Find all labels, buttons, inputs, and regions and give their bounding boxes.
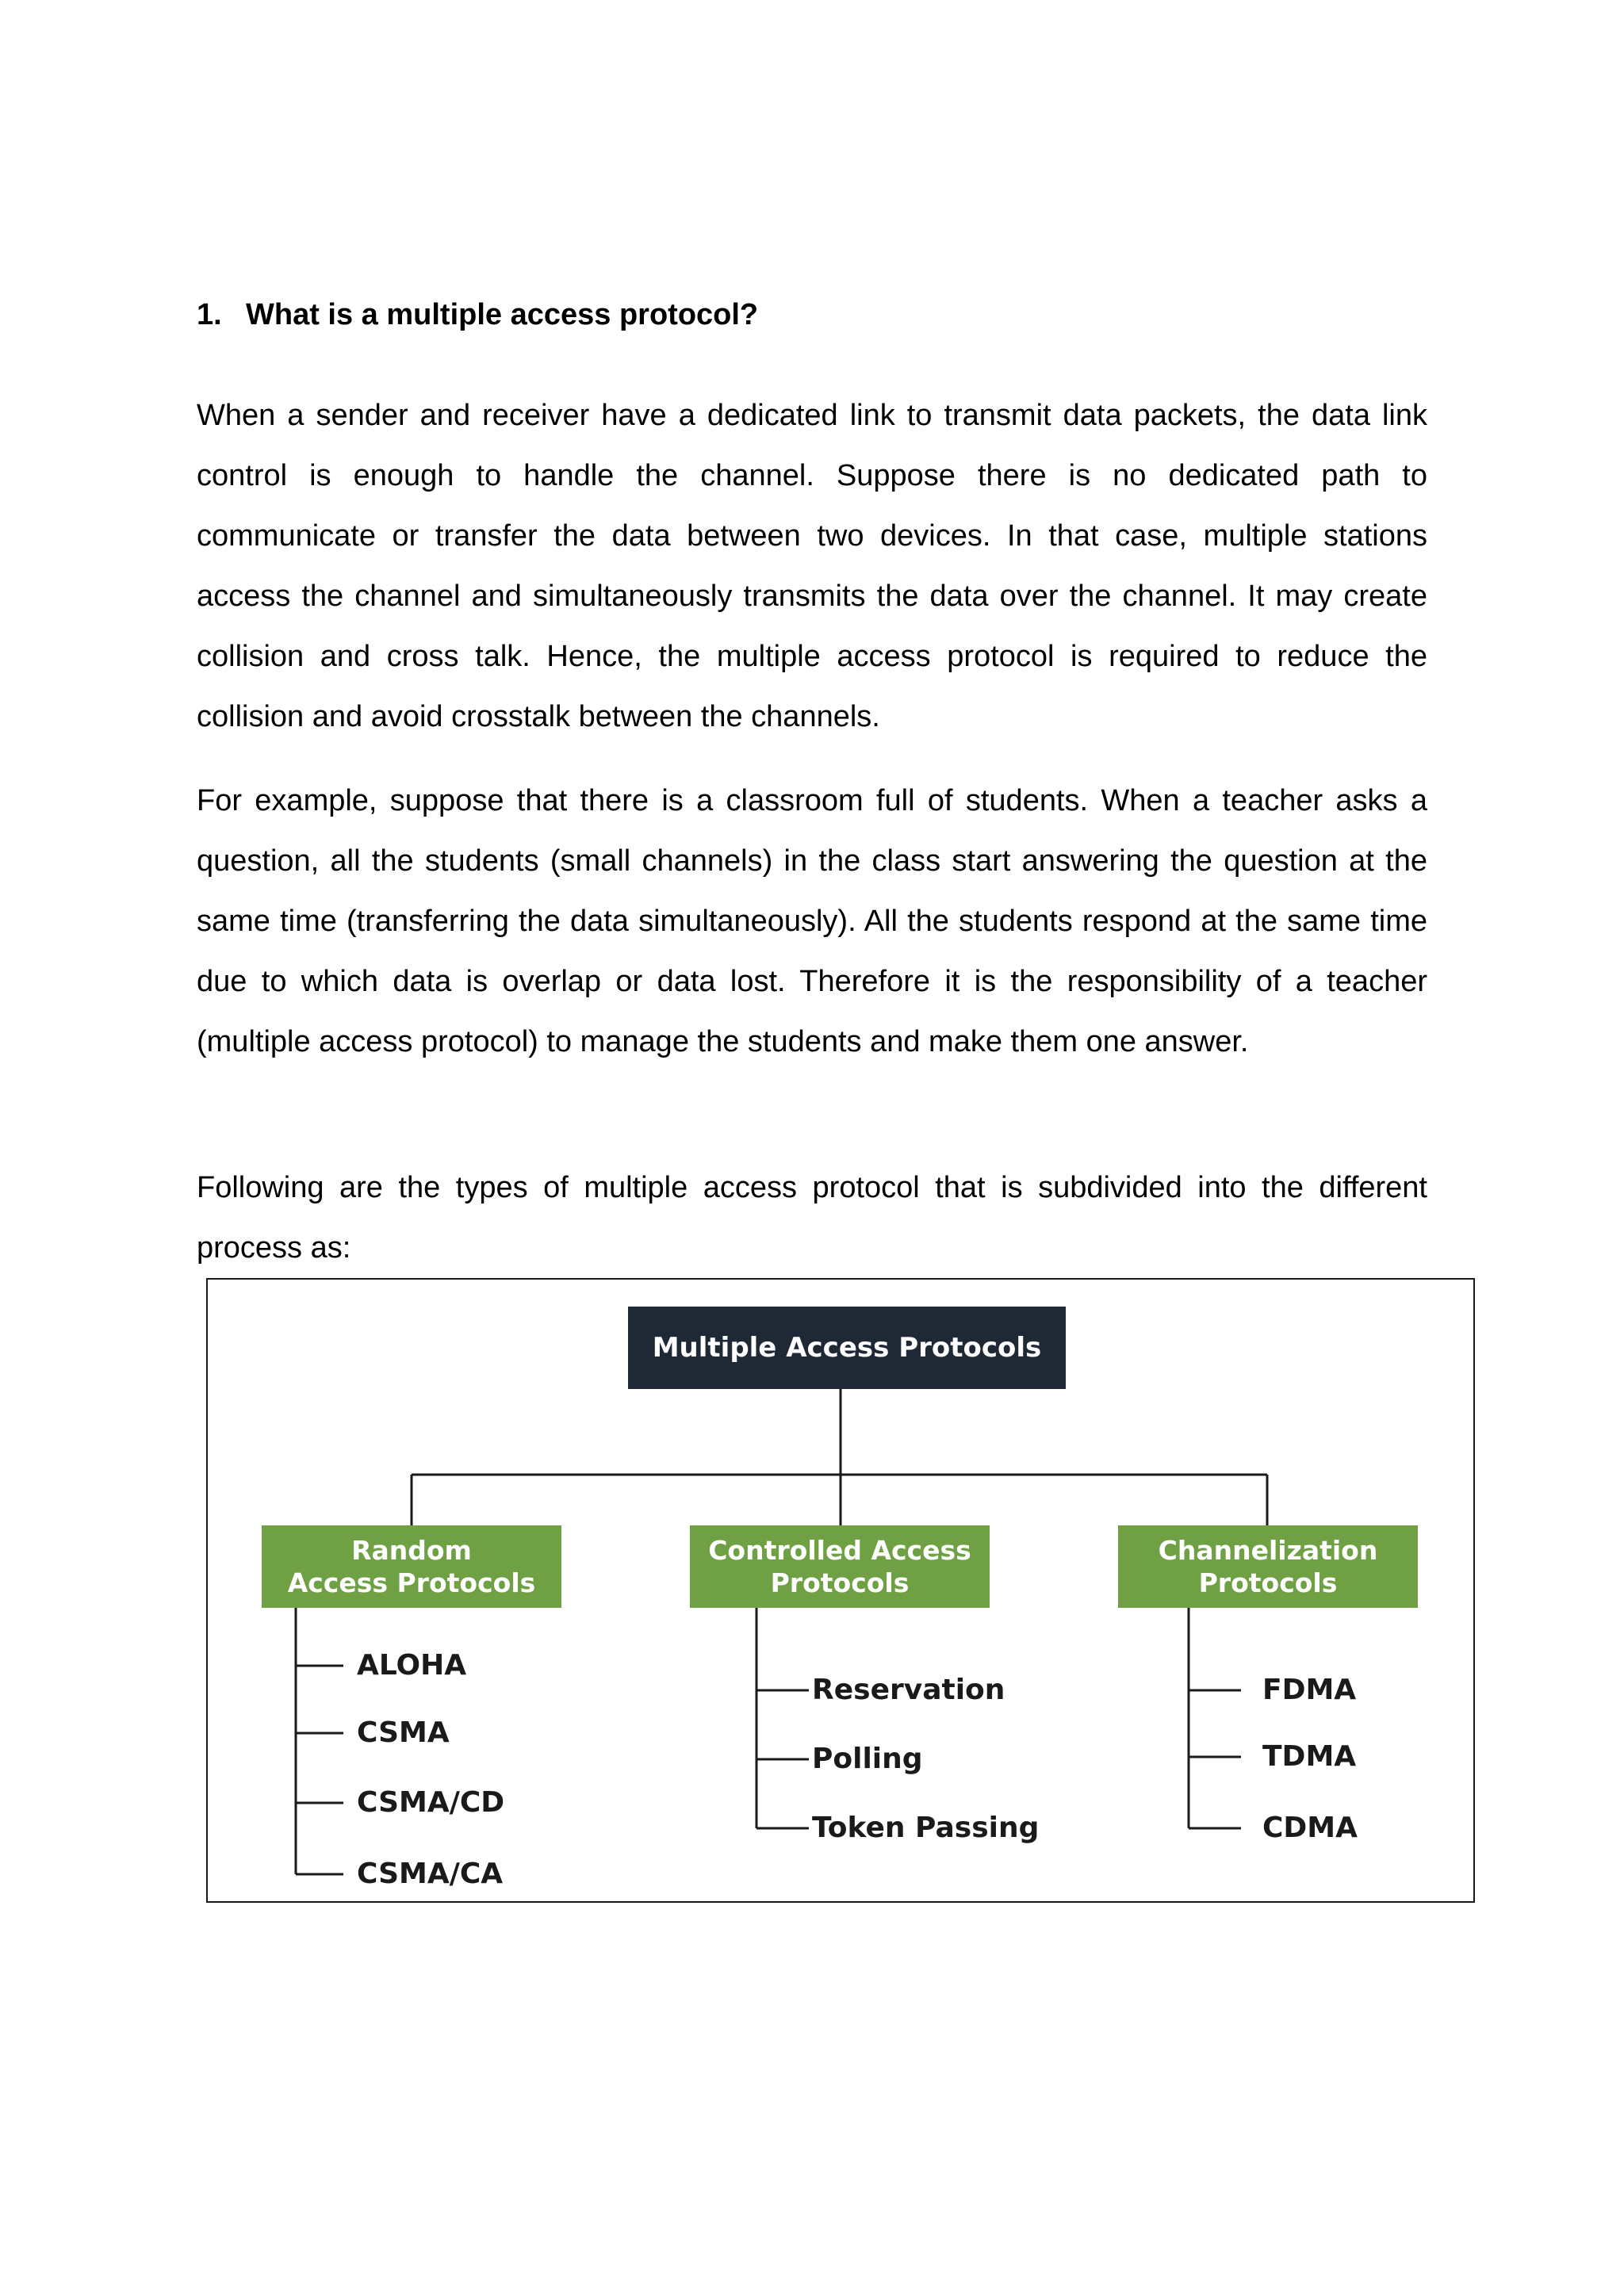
root-node: Multiple Access Protocols: [628, 1307, 1066, 1389]
leaf-token-passing: Token Passing: [812, 1812, 1040, 1844]
heading-text: What is a multiple access protocol?: [246, 298, 759, 331]
protocol-tree-diagram: [206, 1278, 1475, 1903]
paragraph-example: [197, 771, 1427, 1072]
heading-number: 1.: [197, 298, 222, 331]
paragraph-line: collision and avoid crosstalk between the channels.: [197, 700, 880, 733]
leaf-csma-ca: CSMA/CA: [357, 1858, 504, 1890]
section-heading: [197, 300, 758, 330]
paragraph-types-intro: [197, 1158, 1427, 1278]
leaf-csma: CSMA: [357, 1716, 450, 1749]
leaf-polling: Polling: [812, 1743, 923, 1775]
leaf-csma-cd: CSMA/CD: [357, 1786, 505, 1819]
leaf-reservation: Reservation: [812, 1674, 1005, 1706]
paragraph-line: Following are the types of multiple access protocol that is subdivided into the different: [197, 1171, 1427, 1204]
paragraph-line: When a sender and receiver have a dedicated link to transmit data packets, the data link: [197, 399, 1427, 432]
paragraph-line: question, all the students (small channels) in the class start answering the question at the: [197, 844, 1427, 878]
paragraph-definition: [197, 385, 1427, 747]
paragraph-line: For example, suppose that there is a classroom full of students. When a teacher asks a: [197, 784, 1427, 817]
paragraph-line: process as:: [197, 1231, 351, 1265]
leaf-aloha: ALOHA: [357, 1649, 467, 1682]
paragraph-line: access the channel and simultaneously transmits the data over the channel. It may create: [197, 580, 1427, 613]
leaf-tdma: TDMA: [1262, 1740, 1357, 1773]
paragraph-line: communicate or transfer the data between two devices. In that case, multiple stations: [197, 519, 1427, 553]
category-random-access: Random Access Protocols: [262, 1525, 561, 1608]
paragraph-line: (multiple access protocol) to manage the students and make them one answer.: [197, 1025, 1249, 1058]
leaf-fdma: FDMA: [1262, 1674, 1357, 1706]
leaf-cdma: CDMA: [1262, 1812, 1358, 1844]
category-channelization: Channelization Protocols: [1118, 1525, 1418, 1608]
paragraph-line: same time (transferring the data simultaneously). All the students respond at the same time: [197, 905, 1427, 938]
paragraph-line: collision and cross talk. Hence, the multiple access protocol is required to reduce the: [197, 640, 1427, 673]
paragraph-line: control is enough to handle the channel. Suppose there is no dedicated path to: [197, 459, 1427, 492]
category-controlled-access: Controlled Access Protocols: [690, 1525, 990, 1608]
paragraph-line: due to which data is overlap or data lost. Therefore it is the responsibility of a teacher: [197, 965, 1427, 998]
